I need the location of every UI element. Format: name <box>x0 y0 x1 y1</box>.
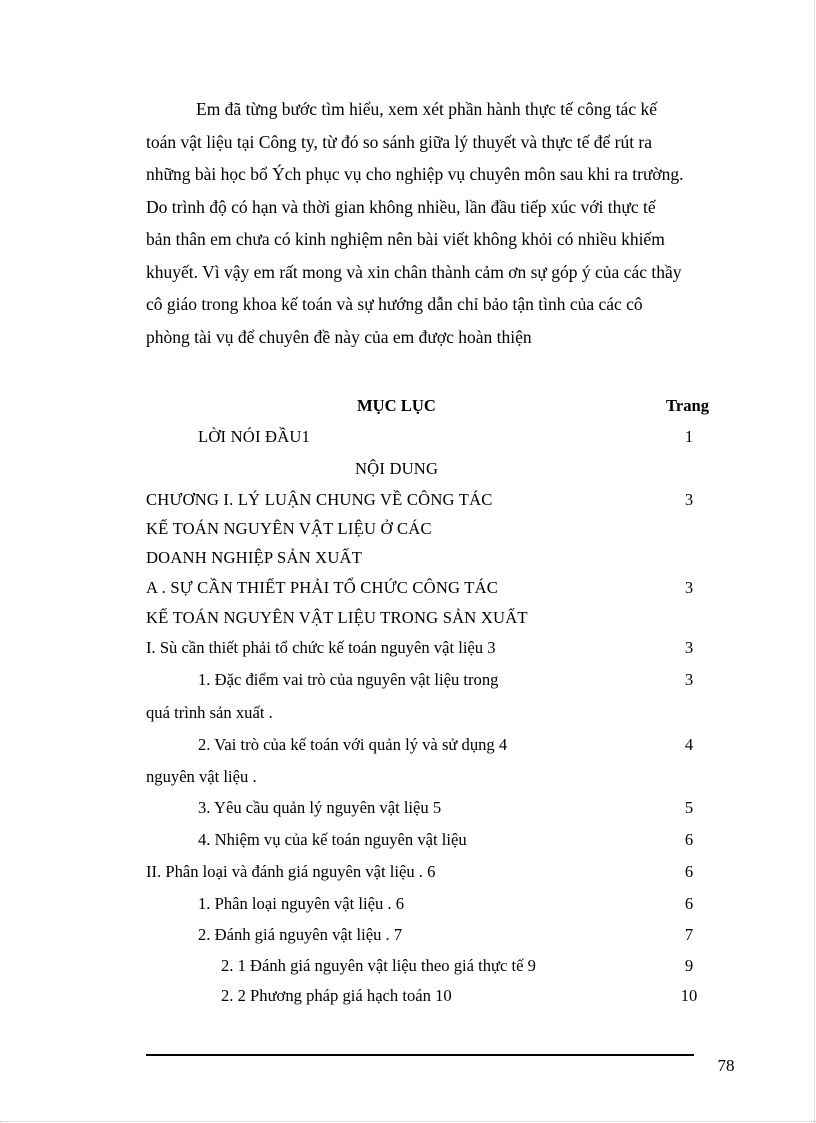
toc-entry-page: 3 <box>684 490 694 509</box>
toc-entry-text[interactable]: 2. Đánh giá nguyên vật liệu . 7 <box>198 925 403 944</box>
toc-entry-text[interactable]: 2. Vai trò của kế toán với quản lý và sử dụng 4 <box>198 735 508 754</box>
toc-entry-text[interactable]: 3. Yêu cầu quản lý nguyên vật liệu 5 <box>198 798 442 817</box>
toc-entry-page: 10 <box>680 986 698 1005</box>
footer-divider <box>146 1054 694 1056</box>
page-number: 78 <box>717 1056 735 1075</box>
paragraph-line: phòng tài vụ để chuyên đề này của em được hoàn thiện <box>146 326 532 347</box>
toc-entry-text[interactable]: NỘI DUNG <box>355 459 439 478</box>
toc-entry-text[interactable]: 4. Nhiệm vụ của kế toán nguyên vật liệu <box>198 830 467 849</box>
toc-entry-text[interactable]: nguyên vật liệu . <box>146 767 257 786</box>
toc-entry-text[interactable]: 1. Phân loại nguyên vật liệu . 6 <box>198 894 405 913</box>
paragraph-line: toán vật liệu tại Công ty, từ đó so sánh giữa lý thuyết và thực tế để rút ra <box>146 131 653 152</box>
paragraph-line: khuyết. Vì vậy em rất mong và xin chân thành cảm ơn sự góp ý của các thầy <box>146 261 682 282</box>
toc-entry-text[interactable]: KẾ TOÁN NGUYÊN VẬT LIỆU Ở CÁC <box>146 519 432 538</box>
toc-entry-text[interactable]: 2. 1 Đánh giá nguyên vật liệu theo giá thực tế 9 <box>221 956 536 975</box>
paragraph-line: Do trình độ có hạn và thời gian không nhiều, lần đầu tiếp xúc với thực tế <box>146 196 656 217</box>
toc-entry-text[interactable]: LỜI NÓI ĐẦU1 <box>198 427 311 446</box>
toc-entry-page: 9 <box>684 956 694 975</box>
toc-entry-page: 7 <box>684 925 694 944</box>
paragraph-line: những bài học bổ Ých phục vụ cho nghiệp vụ chuyên môn sau khi ra trường. <box>146 164 684 184</box>
toc-entry-text[interactable]: A . SỰ CẦN THIẾT PHẢI TỔ CHỨC CÔNG TÁC <box>146 578 499 597</box>
toc-entry-page: 3 <box>684 578 694 597</box>
toc-entry-page: 6 <box>684 894 694 913</box>
paragraph-line: cô giáo trong khoa kế toán và sự hướng dẫn chỉ bảo tận tình của các cô <box>146 294 643 314</box>
toc-entry-page: 3 <box>684 670 694 689</box>
toc-page-column-label: Trang <box>666 396 710 415</box>
toc-entry-page: 4 <box>684 735 694 754</box>
toc-entry-text[interactable]: 1. Đặc điểm vai trò của nguyên vật liệu trong <box>198 670 499 689</box>
toc-entry-page: 6 <box>684 830 694 849</box>
toc-entry-page: 5 <box>684 798 694 817</box>
toc-entry-page: 1 <box>684 427 694 446</box>
paragraph-line: bản thân em chưa có kinh nghiệm nên bài viết không khỏi có nhiều khiếm <box>146 229 665 249</box>
toc-entry-text[interactable]: DOANH NGHIỆP SẢN XUẤT <box>146 548 363 567</box>
toc-entry-text[interactable]: KẾ TOÁN NGUYÊN VẬT LIỆU TRONG SẢN XUẤT <box>146 608 528 627</box>
intro-paragraph <box>146 93 716 353</box>
toc-entry-text[interactable]: CHƯƠNG I. LÝ LUẬN CHUNG VỀ CÔNG TÁC <box>146 490 493 509</box>
toc-entry-text[interactable]: 2. 2 Phương pháp giá hạch toán 10 <box>221 986 452 1005</box>
toc-entry-text[interactable]: quá trình sản xuất . <box>146 703 273 722</box>
toc-heading: MỤC LỤC <box>357 396 436 415</box>
toc-entry-page: 6 <box>684 862 694 881</box>
toc-entry-page: 3 <box>684 638 694 657</box>
paragraph-line: Em đã từng bước tìm hiểu, xem xét phần hành thực tế công tác kế <box>196 99 657 119</box>
toc-entry-text[interactable]: I. Sù cần thiết phải tổ chức kế toán nguyên vật liệu 3 <box>146 638 496 657</box>
toc-entry-text[interactable]: II. Phân loại và đánh giá nguyên vật liệu . 6 <box>146 862 436 881</box>
